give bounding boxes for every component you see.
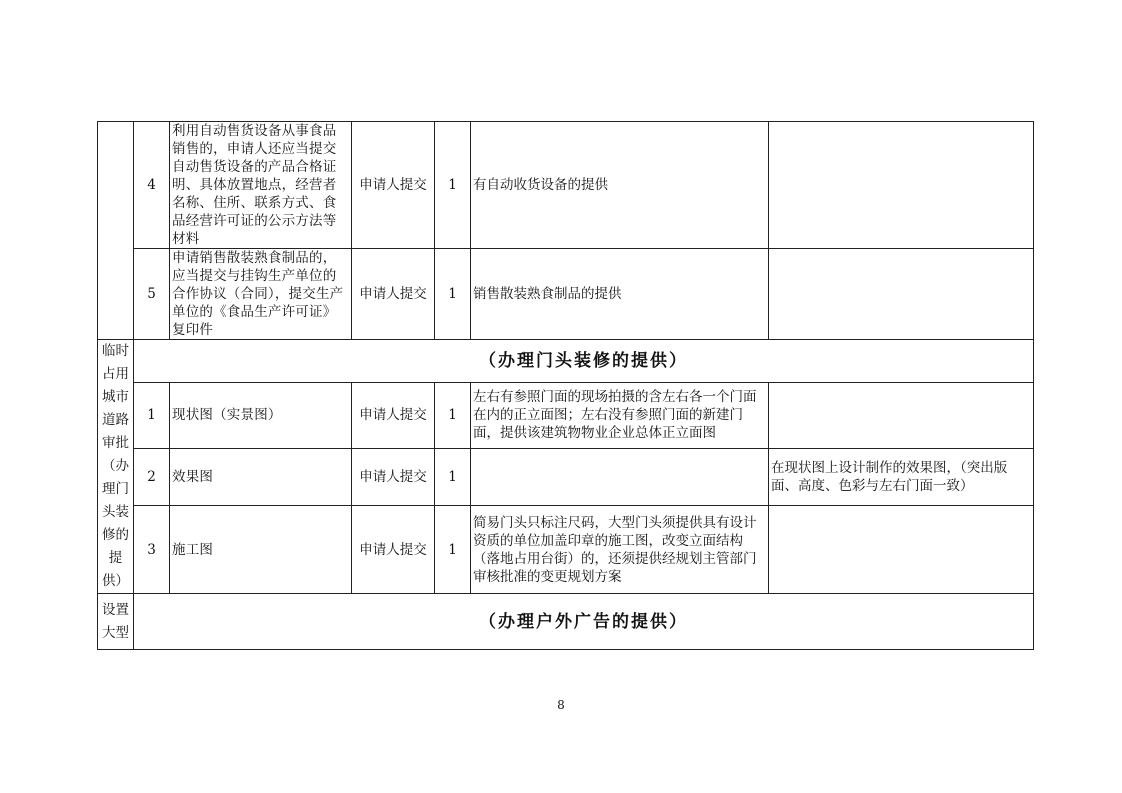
category-label: 临时占用城市道路审批（办理门头装修的提供） xyxy=(102,343,129,589)
table-row xyxy=(98,122,1034,249)
item-source: 申请人提交 xyxy=(352,382,435,448)
materials-table xyxy=(97,121,1034,650)
item-quantity: 1 xyxy=(435,382,471,448)
item-description: 效果图 xyxy=(170,449,352,506)
item-extra xyxy=(769,382,1034,448)
item-description: 申请销售散装熟食制品的，应当提交与挂钩生产单位的合作协议（合同），提交生产单位的《食品生产许可证》复印件 xyxy=(170,249,352,340)
table-row xyxy=(98,449,1034,506)
item-description: 利用自动售货设备从事食品销售的，申请人还应当提交自动售货设备的产品合格证明、具体放置地点，经营者名称、住所、联系方式、食品经营许可证的公示方法等材料 xyxy=(170,122,352,249)
item-source: 申请人提交 xyxy=(352,506,435,594)
table-row xyxy=(98,249,1034,340)
category-cell xyxy=(98,594,134,650)
item-source: 申请人提交 xyxy=(352,449,435,506)
category-cell-empty xyxy=(98,122,134,340)
item-extra xyxy=(769,122,1034,249)
table-row xyxy=(98,340,1034,383)
item-number: 4 xyxy=(134,122,170,249)
item-source: 申请人提交 xyxy=(352,122,435,249)
item-note xyxy=(471,449,769,506)
item-quantity: 1 xyxy=(435,249,471,340)
category-label: 设置大型 xyxy=(102,601,129,641)
item-note: 简易门头只标注尺码，大型门头须提供具有设计资质的单位加盖印章的施工图，改变立面结构（落地占用台街）的，还须提供经规划主管部门审核批准的变更规划方案 xyxy=(471,506,769,594)
item-quantity: 1 xyxy=(435,506,471,594)
item-source: 申请人提交 xyxy=(352,249,435,340)
section-title: （办理户外广告的提供） xyxy=(134,594,1034,650)
item-note: 销售散装熟食制品的提供 xyxy=(471,249,769,340)
item-quantity: 1 xyxy=(435,449,471,506)
item-note: 左右有参照门面的现场拍摄的含左右各一个门面在内的正立面图；左右没有参照门面的新建门面，提供该建筑物物业企业总体正立面图 xyxy=(471,382,769,448)
table-row xyxy=(98,594,1034,650)
item-description: 施工图 xyxy=(170,506,352,594)
item-extra xyxy=(769,249,1034,340)
item-note: 有自动收货设备的提供 xyxy=(471,122,769,249)
item-description: 现状图（实景图） xyxy=(170,382,352,448)
item-number: 3 xyxy=(134,506,170,594)
item-quantity: 1 xyxy=(435,122,471,249)
item-number: 5 xyxy=(134,249,170,340)
section-title: （办理门头装修的提供） xyxy=(134,340,1034,383)
item-number: 1 xyxy=(134,382,170,448)
category-cell xyxy=(98,340,134,594)
table-row xyxy=(98,382,1034,448)
item-extra xyxy=(769,506,1034,594)
page-number: 8 xyxy=(557,698,565,712)
item-extra: 在现状图上设计制作的效果图，（突出版面、高度、色彩与左右门面一致） xyxy=(769,449,1034,506)
item-number: 2 xyxy=(134,449,170,506)
table-row xyxy=(98,506,1034,594)
